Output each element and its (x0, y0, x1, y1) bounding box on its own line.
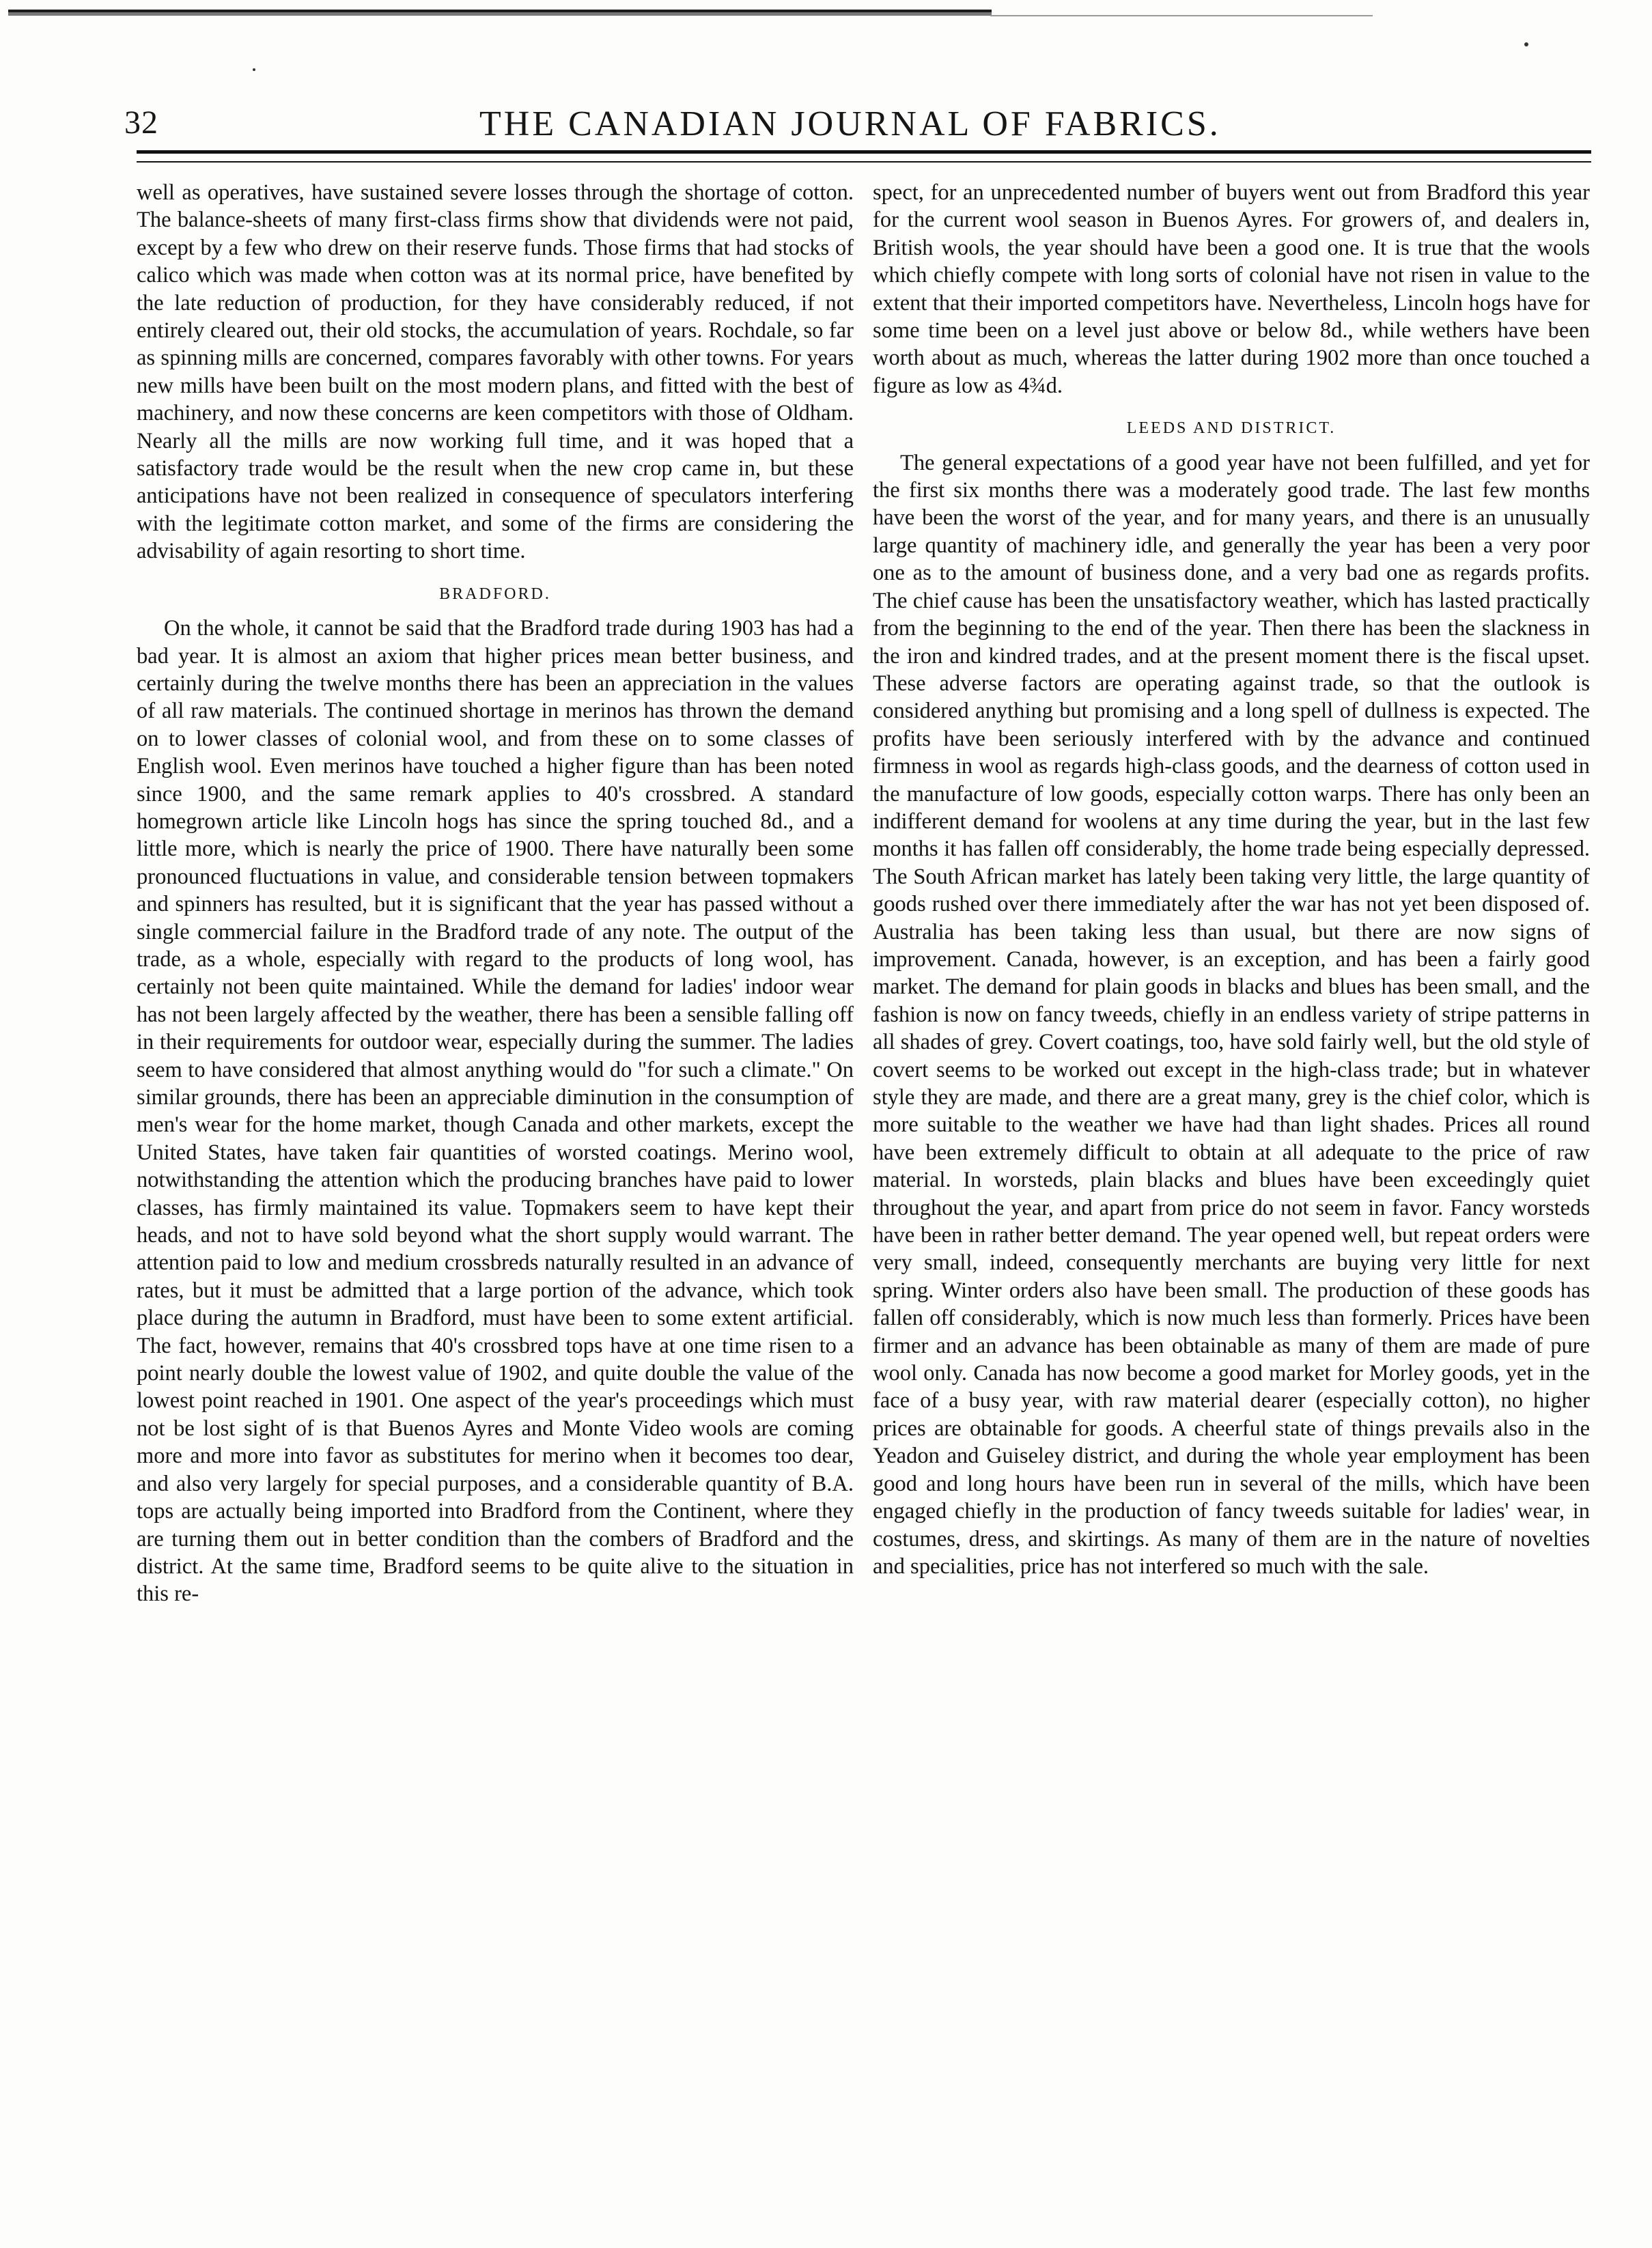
page-header (124, 104, 1572, 145)
paragraph-bradford-continued: spect, for an unprecedented number of buyers went out from Bradford this year for the current wool season in Buenos Ayres. For growers of, and dealers in, British wools, the year should have been a good one. It is true that the wools which chiefly compete with long sorts of colonial have not risen in value to the extent that their imported competitors have. Nevertheless, Lincoln hogs have for some time been on a level just above or below 8d., while wethers have been worth about as much, whereas the latter during 1902 more than once touched a figure as low as 4¾d. (873, 180, 1590, 398)
print-speck (1524, 42, 1528, 46)
top-edge-rule-thin (990, 15, 1373, 16)
top-edge-rule (8, 10, 992, 16)
page-number: 32 (124, 104, 158, 141)
section-heading-leeds: LEEDS AND DISTRICT. (1126, 419, 1336, 438)
left-column (137, 179, 854, 1608)
right-column (873, 179, 1590, 1580)
paragraph-bradford: On the whole, it cannot be said that the Bradford trade during 1903 has had a bad year. It is almost an axiom that higher prices mean better business, and certainly during the twelve months there has been an appreciation in the values of all raw materials. The continued shortage in merinos has thrown the demand on to lower classes of colonial wool, and from these on to some classes of English wool. Even merinos have touched a higher figure than has been noted since 1900, and the same remark applies to 40's crossbred. A standard homegrown article like Lincoln hogs has since the spring touched 8d., and a little more, which is nearly the price of 1900. There have naturally been some pronounced fluctuations in value, and considerable tension between topmakers and spinners has resulted, but it is significant that the year has passed without a single commercial failure in the Bradford trade of any note. The output of the trade, as a whole, especially with regard to the products of long wool, has certainly not been quite maintained. While the demand for ladies' indoor wear has not been largely affected by the weather, there has been a sensible falling off in their requirements for outdoor wear, especially during the summer. The ladies seem to have considered that almost anything would do "for such a climate." On similar grounds, there has been an appreciable diminution in the consumption of men's wear for the home market, though Canada and other markets, except the United States, have taken fair quantities of worsted coatings. Merino wool, notwithstanding the attention which the producing branches have paid to lower classes, has firmly maintained its value. Topmakers seem to have kept their heads, and not to have sold beyond what the short supply would warrant. The attention paid to low and medium crossbreds naturally resulted in an advance of rates, but it must be admitted that a large portion of the advance, which took place during the autumn in Bradford, must have been to some extent artificial. The fact, however, remains that 40's crossbred tops have at one time risen to a point nearly double the lowest value of 1902, and quite double the value of the lowest point reached in 1901. One aspect of the year's proceedings which must not be lost sight of is that Buenos Ayres and Monte Video wools are coming more and more into favor as substitutes for merino when it becomes too dear, and also very largely for special purposes, and a considerable quantity of B.A. tops are actually being imported into Bradford from the Continent, where they are turning them out in better condition than the combers of Bradford and the district. At the same time, Bradford seems to be quite alive to the situation in this re- (137, 616, 854, 1607)
journal-title: THE CANADIAN JOURNAL OF FABRICS. (479, 104, 1221, 143)
section-heading-bradford: BRADFORD. (439, 585, 551, 603)
print-speck (253, 68, 255, 71)
paragraph-leeds: The general expectations of a good year have not been fulfilled, and yet for the first six months there was a moderately good trade. The last few months have been the worst of the year, and for many years, and there is an unusually large quantity of machinery idle, and generally the year has been a very poor one as to the amount of business done, and a very bad one as regards profits. The chief cause has been the unsatisfactory weather, which has lasted practically from the beginning to the end of the year. Then there has been the slackness in the iron and kindred trades, and at the present moment there is the fiscal upset. These adverse factors are operating against trade, so that the outlook is considered anything but promising and a long spell of dullness is expected. The profits have been seriously interfered with by the advance and continued firmness in wool as regards high-class goods, and the dearness of cotton used in the manufacture of low goods, especially cotton warps. There has only been an indifferent demand for woolens at any time during the year, but in the last few months it has fallen off considerably, the home trade being especially depressed. The South African market has lately been taking very little, the large quantity of goods rushed over there immediately after the war has not yet been disposed of. Australia has been taking less than usual, but there are now signs of improvement. Canada, however, is an exception, and has been a fairly good market. The demand for plain goods in blacks and blues has been small, and the fashion is now on fancy tweeds, chiefly in an endless variety of stripe patterns in all shades of grey. Covert coatings, too, have sold fairly well, but the old style of covert seems to be worked out except in the high-class trade; but in whatever style they are made, and there are a great many, grey is the chief color, which is more suitable to the weather we have had than light shades. Prices all round have been extremely difficult to obtain at all adequate to the price of raw material. In worsteds, plain blacks and blues have been exceedingly quiet throughout the year, and apart from price do not seem in favor. Fancy worsteds have been in rather better demand. The year opened well, but repeat orders were very small, indeed, consequently merchants are buying very little for next spring. Winter orders also have been small. The production of these goods has fallen off considerably, which is now much less than formerly. Prices have been firmer and an advance has been obtainable as many of them are made of pure wool only. Canada has now become a good market for Morley goods, yet in the face of a busy year, with raw material dearer (especially cotton), no higher prices are obtainable for goods. A cheerful state of things prevails also in the Yeadon and Guiseley district, and during the whole year employment has been good and long hours have been run in several of the mills, which have been engaged chiefly in the production of fancy tweeds suitable for ladies' wear, in costumes, dress, and skirtings. As many of them are in the nature of novelties and specialities, price has not interfered so much with the sale. (873, 450, 1590, 1579)
header-double-rule (137, 150, 1591, 163)
paragraph-rochdale: well as operatives, have sustained severe losses through the shortage of cotton. The balance-sheets of many first-class firms show that dividends were not paid, except by a few who drew on their reserve funds. Those firms that had stocks of calico which was made when cotton was at its normal price, have benefited by the late reduction of production, for they have considerably reduced, if not entirely cleared out, their old stocks, the accumulation of years. Rochdale, so far as spinning mills are concerned, compares favorably with other towns. For years new mills have been built on the most modern plans, and fitted with the best of machinery, and now these concerns are keen competitors with those of Oldham. Nearly all the mills are now working full time, and it was hoped that a satisfactory trade would be the result when the new crop came in, but these anticipations have not been realized in consequence of speculators interfering with the legitimate cotton market, and some of the firms are considering the advisability of again resorting to short time. (137, 180, 854, 564)
